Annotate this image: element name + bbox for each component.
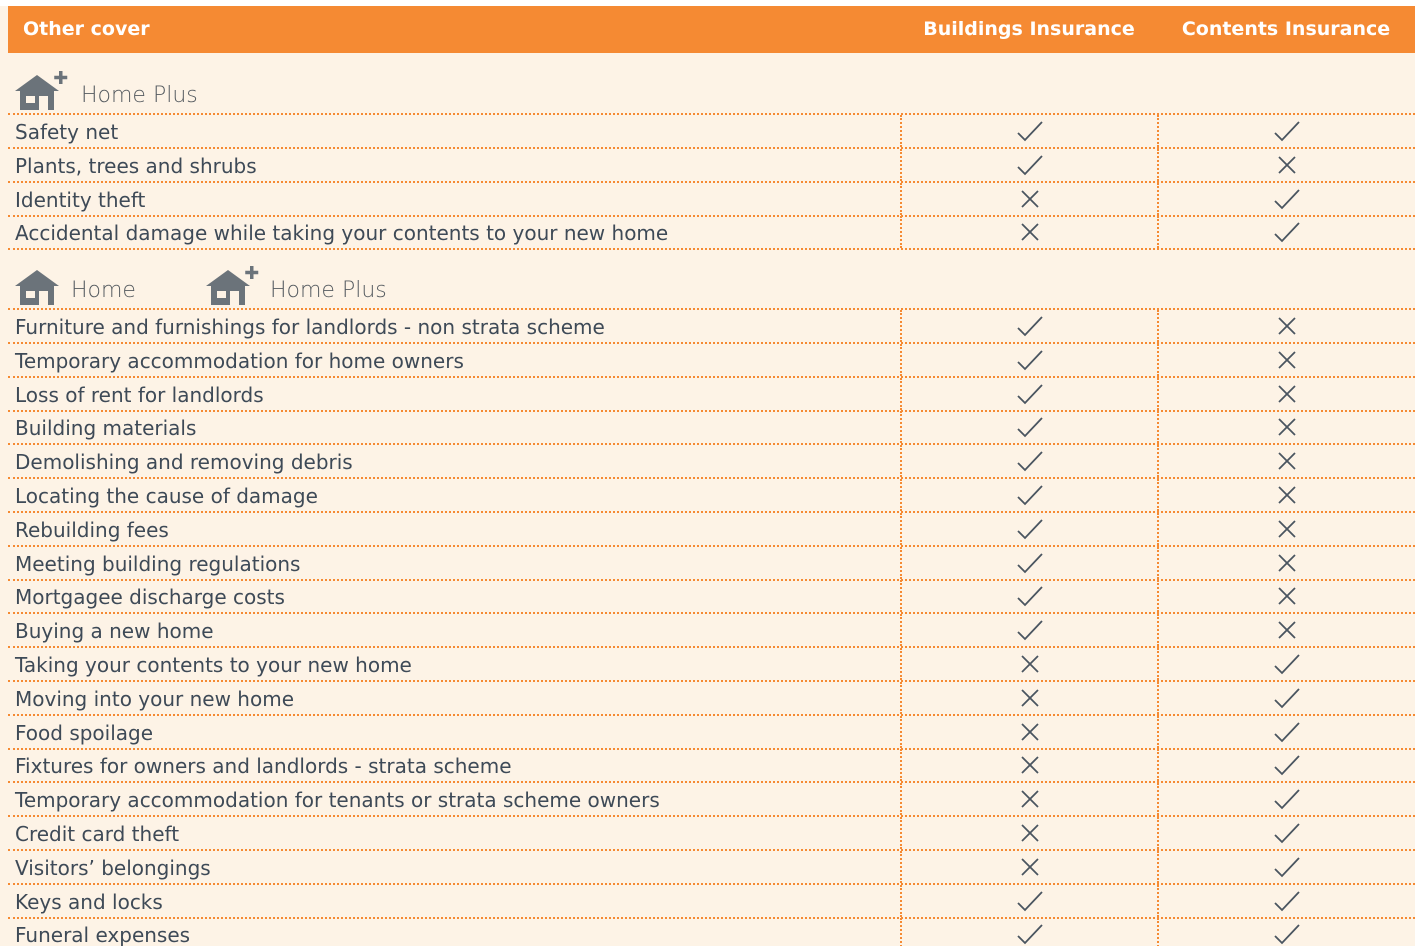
buildings-cell xyxy=(900,716,1158,748)
buildings-cell xyxy=(900,851,1158,883)
contents-cell xyxy=(1157,614,1415,646)
section-label-text: Home xyxy=(71,278,136,303)
table-row xyxy=(8,216,1415,250)
row-label: Funeral expenses xyxy=(15,923,191,946)
contents-cell xyxy=(1157,183,1415,215)
cross-icon xyxy=(1019,221,1041,243)
checkmark-icon xyxy=(1016,153,1044,177)
buildings-cell xyxy=(900,344,1158,376)
row-label: Identity theft xyxy=(15,188,146,212)
buildings-cell xyxy=(900,411,1158,443)
row-label: Credit card theft xyxy=(15,822,180,846)
cross-icon xyxy=(1276,315,1298,337)
row-label: Taking your contents to your new home xyxy=(15,653,412,677)
row-label: Plants, trees and shrubs xyxy=(15,154,257,178)
row-label: Safety net xyxy=(15,120,119,144)
buildings-cell xyxy=(900,580,1158,612)
buildings-cell xyxy=(900,149,1158,181)
buildings-cell xyxy=(900,885,1158,917)
checkmark-icon xyxy=(1016,922,1044,946)
section-label xyxy=(15,266,136,306)
table-header xyxy=(8,6,1415,53)
section-label-text: Home Plus xyxy=(81,83,198,108)
table-row xyxy=(8,344,1415,378)
contents-cell xyxy=(1157,344,1415,376)
table-row xyxy=(8,682,1415,716)
cross-icon xyxy=(1276,585,1298,607)
contents-cell xyxy=(1157,378,1415,410)
contents-cell xyxy=(1157,115,1415,147)
section-label-text: Home Plus xyxy=(270,278,387,303)
row-label: Mortgagee discharge costs xyxy=(15,585,285,609)
cross-icon xyxy=(1019,822,1041,844)
cross-icon xyxy=(1019,721,1041,743)
cross-icon xyxy=(1019,788,1041,810)
buildings-cell xyxy=(900,817,1158,849)
table-row xyxy=(8,547,1415,581)
contents-cell xyxy=(1157,411,1415,443)
table-row xyxy=(8,749,1415,783)
checkmark-icon xyxy=(1016,382,1044,406)
cross-icon xyxy=(1019,856,1041,878)
row-label: Rebuilding fees xyxy=(15,518,169,542)
table-row xyxy=(8,648,1415,682)
row-label: Moving into your new home xyxy=(15,687,295,711)
section-header xyxy=(8,248,1415,310)
section-label xyxy=(206,266,387,306)
table-row xyxy=(8,580,1415,614)
cross-icon xyxy=(1276,383,1298,405)
checkmark-icon xyxy=(1016,517,1044,541)
row-label: Temporary accommodation for home owners xyxy=(15,349,464,373)
contents-cell xyxy=(1157,749,1415,781)
buildings-cell xyxy=(900,648,1158,680)
row-label: Visitors’ belongings xyxy=(15,856,211,880)
buildings-cell xyxy=(900,183,1158,215)
cross-icon xyxy=(1019,687,1041,709)
checkmark-icon xyxy=(1016,348,1044,372)
row-label: Food spoilage xyxy=(15,721,154,745)
checkmark-icon xyxy=(1273,652,1301,676)
checkmark-icon xyxy=(1016,889,1044,913)
checkmark-icon xyxy=(1273,787,1301,811)
buildings-cell xyxy=(900,682,1158,714)
contents-cell xyxy=(1157,918,1415,946)
row-label: Loss of rent for landlords xyxy=(15,383,264,407)
cross-icon xyxy=(1276,450,1298,472)
table-row xyxy=(8,513,1415,547)
contents-cell xyxy=(1157,682,1415,714)
table-row xyxy=(8,479,1415,513)
row-label: Buying a new home xyxy=(15,619,214,643)
contents-cell xyxy=(1157,783,1415,815)
contents-cell xyxy=(1157,851,1415,883)
buildings-cell xyxy=(900,445,1158,477)
checkmark-icon xyxy=(1273,821,1301,845)
contents-cell xyxy=(1157,885,1415,917)
section-header xyxy=(8,53,1415,115)
buildings-cell xyxy=(900,115,1158,147)
checkmark-icon xyxy=(1016,415,1044,439)
contents-cell xyxy=(1157,310,1415,342)
cross-icon xyxy=(1019,188,1041,210)
buildings-cell xyxy=(900,378,1158,410)
contents-cell xyxy=(1157,817,1415,849)
contents-cell xyxy=(1157,149,1415,181)
header-buildings-insurance: Buildings Insurance xyxy=(923,18,1135,40)
cross-icon xyxy=(1276,349,1298,371)
table-row xyxy=(8,115,1415,149)
cross-icon xyxy=(1019,653,1041,675)
header-other-cover: Other cover xyxy=(23,18,150,40)
cross-icon xyxy=(1276,484,1298,506)
house-icon xyxy=(15,266,61,306)
buildings-cell xyxy=(900,783,1158,815)
contents-cell xyxy=(1157,648,1415,680)
contents-cell xyxy=(1157,445,1415,477)
table-row xyxy=(8,411,1415,445)
row-label: Fixtures for owners and landlords - strata scheme xyxy=(15,754,512,778)
buildings-cell xyxy=(900,918,1158,946)
contents-cell xyxy=(1157,513,1415,545)
checkmark-icon xyxy=(1273,889,1301,913)
buildings-cell xyxy=(900,749,1158,781)
checkmark-icon xyxy=(1016,551,1044,575)
checkmark-icon xyxy=(1016,449,1044,473)
section-label xyxy=(15,71,198,111)
checkmark-icon xyxy=(1016,314,1044,338)
buildings-cell xyxy=(900,216,1158,248)
table-row xyxy=(8,183,1415,217)
checkmark-icon xyxy=(1016,483,1044,507)
table-row xyxy=(8,885,1415,919)
row-label: Accidental damage while taking your contents to your new home xyxy=(15,221,669,245)
cross-icon xyxy=(1276,154,1298,176)
cross-icon xyxy=(1276,416,1298,438)
row-label: Locating the cause of damage xyxy=(15,484,318,508)
table-row xyxy=(8,918,1415,946)
buildings-cell xyxy=(900,614,1158,646)
checkmark-icon xyxy=(1016,618,1044,642)
table-row xyxy=(8,851,1415,885)
table-row xyxy=(8,614,1415,648)
contents-cell xyxy=(1157,580,1415,612)
table-row xyxy=(8,817,1415,851)
row-label: Building materials xyxy=(15,416,197,440)
checkmark-icon xyxy=(1273,187,1301,211)
checkmark-icon xyxy=(1273,119,1301,143)
row-label: Demolishing and removing debris xyxy=(15,450,353,474)
checkmark-icon xyxy=(1273,220,1301,244)
table-row xyxy=(8,445,1415,479)
checkmark-icon xyxy=(1273,855,1301,879)
table-row xyxy=(8,378,1415,412)
checkmark-icon xyxy=(1016,584,1044,608)
buildings-cell xyxy=(900,479,1158,511)
contents-cell xyxy=(1157,479,1415,511)
table-row xyxy=(8,310,1415,344)
contents-cell xyxy=(1157,547,1415,579)
row-label: Keys and locks xyxy=(15,890,163,914)
buildings-cell xyxy=(900,547,1158,579)
buildings-cell xyxy=(900,310,1158,342)
header-contents-insurance: Contents Insurance xyxy=(1181,18,1391,40)
row-label: Temporary accommodation for tenants or strata scheme owners xyxy=(15,788,660,812)
checkmark-icon xyxy=(1273,753,1301,777)
row-label: Meeting building regulations xyxy=(15,552,301,576)
buildings-cell xyxy=(900,513,1158,545)
row-label: Furniture and furnishings for landlords - non strata scheme xyxy=(15,315,605,339)
cross-icon xyxy=(1019,754,1041,776)
contents-cell xyxy=(1157,716,1415,748)
checkmark-icon xyxy=(1016,119,1044,143)
cross-icon xyxy=(1276,552,1298,574)
checkmark-icon xyxy=(1273,686,1301,710)
checkmark-icon xyxy=(1273,922,1301,946)
checkmark-icon xyxy=(1273,720,1301,744)
table-row xyxy=(8,149,1415,183)
house-plus-icon xyxy=(15,71,69,111)
contents-cell xyxy=(1157,216,1415,248)
house-plus-icon xyxy=(206,266,260,306)
cross-icon xyxy=(1276,619,1298,641)
cross-icon xyxy=(1276,518,1298,540)
table-row xyxy=(8,783,1415,817)
table-row xyxy=(8,716,1415,750)
